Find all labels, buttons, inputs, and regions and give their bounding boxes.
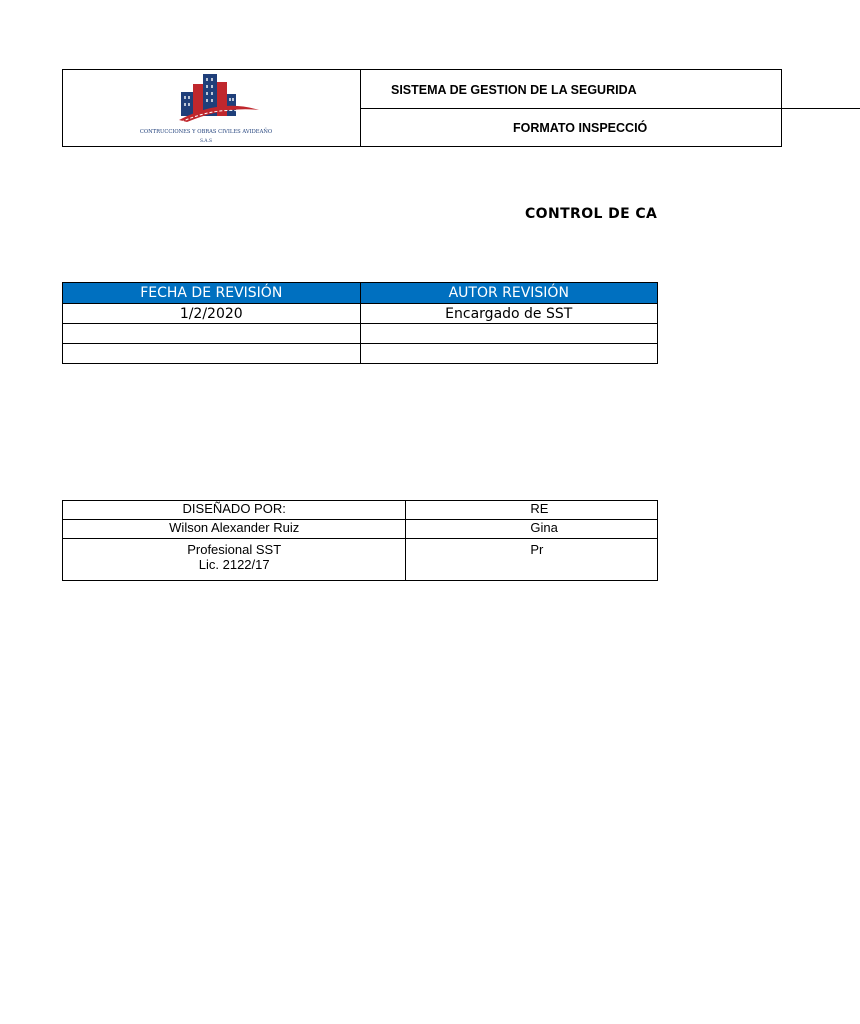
company-suffix-text: S.A.S — [199, 139, 213, 144]
revision-author-cell: Encargado de SST — [360, 304, 657, 324]
designer-role: Profesional SST — [187, 542, 282, 557]
table-row — [63, 324, 658, 344]
table-row — [63, 344, 658, 364]
reviewed-by-heading: RE — [406, 501, 658, 520]
revision-header-row — [63, 283, 658, 304]
company-logo-image — [139, 70, 273, 146]
signature-name-row — [63, 520, 658, 539]
signature-role-row — [63, 539, 658, 581]
revision-date-cell — [63, 344, 361, 364]
document-header — [62, 69, 782, 147]
revision-author-cell — [360, 344, 657, 364]
format-title: FORMATO INSPECCIÓ — [513, 121, 648, 135]
designer-role-cell — [63, 539, 406, 581]
signature-heading-row — [63, 501, 658, 520]
reviewer-role: Pr — [406, 539, 658, 581]
table-row — [63, 304, 658, 324]
system-title: SISTEMA DE GESTION DE LA SEGURIDA — [391, 83, 637, 97]
company-logo — [139, 70, 273, 146]
revision-date-cell — [63, 324, 361, 344]
designer-license: Lic. 2122/17 — [198, 557, 270, 572]
revision-table — [62, 282, 658, 364]
reviewer-name: Gina — [406, 520, 658, 539]
revision-date-cell: 1/2/2020 — [63, 304, 361, 324]
designed-by-heading: DISEÑADO POR: — [63, 501, 406, 520]
header-horizontal-divider — [360, 108, 860, 109]
company-name-text: CONTRUCCIONES Y OBRAS CIVILES AVIDEAÑO — [139, 129, 273, 135]
revision-date-header: FECHA DE REVISIÓN — [63, 283, 361, 304]
signature-table — [62, 500, 658, 581]
revision-author-header: AUTOR REVISIÓN — [360, 283, 657, 304]
section-title: CONTROL DE CA — [525, 206, 658, 222]
revision-author-cell — [360, 324, 657, 344]
designer-name: Wilson Alexander Ruiz — [63, 520, 406, 539]
